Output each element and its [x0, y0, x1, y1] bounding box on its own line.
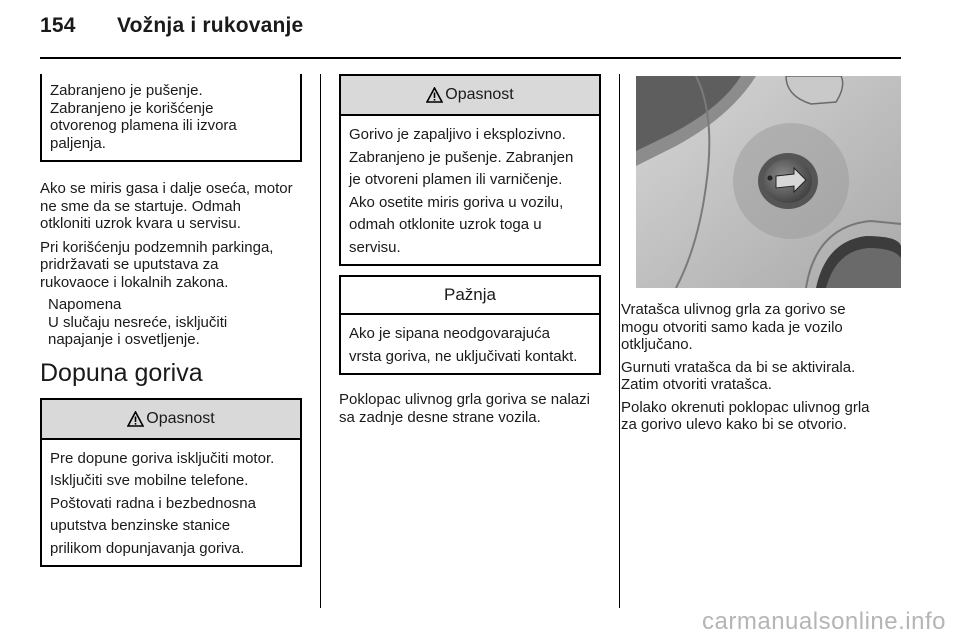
fuel-filler-door-illustration	[636, 76, 901, 288]
text-line: otključano.	[621, 336, 693, 353]
caution-box-title: Pažnja	[444, 285, 496, 304]
danger-line: paljenja.	[50, 134, 106, 152]
text-line: otkloniti uzrok kvara u servisu.	[40, 215, 241, 232]
danger-box-title: Opasnost	[146, 409, 215, 427]
danger-line: otvorenog plamena ili izvora	[50, 117, 237, 134]
note-block	[40, 296, 302, 349]
note-line: napajanje i osvetljenje.	[48, 331, 200, 348]
danger-text: Ako osetite miris goriva u vozilu,	[349, 193, 564, 211]
danger-text: servisu.	[349, 238, 401, 256]
caution-box-header	[341, 277, 599, 315]
text-line: Zatim otvoriti vratašca.	[621, 376, 772, 393]
column-divider-1	[320, 74, 321, 608]
danger-text: je otvoreni plamen ili varničenje.	[349, 171, 563, 188]
text-line: Ako se miris gasa i dalje oseća, motor	[40, 180, 293, 197]
text-line: rukovaoce i lokalnih zakona.	[40, 273, 229, 291]
danger-box-body	[341, 116, 599, 264]
danger-text: Gorivo je zapaljivo i eksplozivno.	[349, 126, 566, 143]
section-heading: Dopuna goriva	[40, 358, 203, 387]
danger-box-title: Opasnost	[445, 86, 514, 103]
danger-box-fuel	[339, 74, 601, 266]
caution-text: vrsta goriva, ne uključivati kontakt.	[349, 347, 578, 365]
continued-danger-box	[40, 74, 302, 162]
danger-line: Zabranjeno je pušenje.	[50, 82, 203, 99]
note-title: Napomena	[48, 296, 122, 313]
column-divider-2	[619, 74, 620, 608]
column-3	[621, 301, 902, 440]
danger-text-group	[349, 194, 591, 257]
danger-text-group	[349, 126, 591, 189]
text-line: Poklopac ulivnog grla goriva se nalazi	[339, 391, 590, 408]
danger-text-group	[50, 495, 292, 558]
paragraph-gas-smell	[40, 180, 302, 233]
warning-icon	[426, 87, 443, 103]
text-line: Gurnuti vratašca da bi se aktivirala.	[621, 358, 856, 376]
danger-text: Pre dopune goriva isključiti motor.	[50, 449, 275, 467]
column-2	[339, 74, 601, 432]
paragraph-fuel-cap-location	[339, 391, 601, 426]
text-line: pridržavati se uputstava za	[40, 256, 219, 273]
danger-text: Isključiti sve mobilne telefone.	[50, 472, 249, 489]
text-line: sa zadnje desne strane vozila.	[339, 408, 541, 426]
danger-text: Zabranjeno je pušenje. Zabranjen	[349, 148, 574, 166]
page-number: 154	[40, 14, 76, 37]
section-title-header: Vožnja i rukovanje	[117, 14, 304, 37]
note-line: U slučaju nesreće, isključiti	[48, 313, 228, 331]
watermark: carmanualsonline.info	[702, 608, 946, 635]
danger-text: uputstva benzinske stanice	[50, 517, 231, 534]
danger-box-header	[341, 76, 599, 116]
text-line: Polako okrenuti poklopac ulivnog grla	[621, 398, 870, 416]
danger-box-header	[42, 400, 300, 440]
danger-text: Poštovati radna i bezbednosna	[50, 494, 256, 512]
danger-box-body	[42, 440, 300, 566]
paragraph-filler-door	[621, 301, 902, 354]
caution-text: Ako je sipana neodgovarajuća	[349, 325, 550, 342]
text-line: Vratašca ulivnog grla za gorivo se	[621, 301, 846, 318]
car-rear-illustration	[636, 76, 901, 288]
danger-line: Zabranjeno je korišćenje	[50, 99, 214, 117]
paragraph-turn-cap	[621, 399, 902, 434]
danger-text: odmah otklonite uzrok toga u	[349, 216, 542, 233]
warning-icon	[127, 411, 144, 427]
caution-box	[339, 275, 601, 375]
caution-box-body	[341, 315, 599, 373]
column-1	[40, 74, 302, 567]
paragraph-push-door	[621, 359, 902, 394]
text-line: mogu otvoriti samo kada je vozilo	[621, 318, 843, 336]
text-line: ne sme da se startuje. Odmah	[40, 197, 241, 215]
text-line: za gorivo ulevo kako bi se otvorio.	[621, 416, 847, 433]
header-rule	[40, 57, 901, 59]
paragraph-parking	[40, 239, 302, 292]
danger-box-refuel	[40, 398, 302, 568]
danger-text: prilikom dopunjavanja goriva.	[50, 539, 245, 557]
page-header	[40, 14, 303, 38]
text-line: Pri korišćenju podzemnih parkinga,	[40, 238, 274, 256]
